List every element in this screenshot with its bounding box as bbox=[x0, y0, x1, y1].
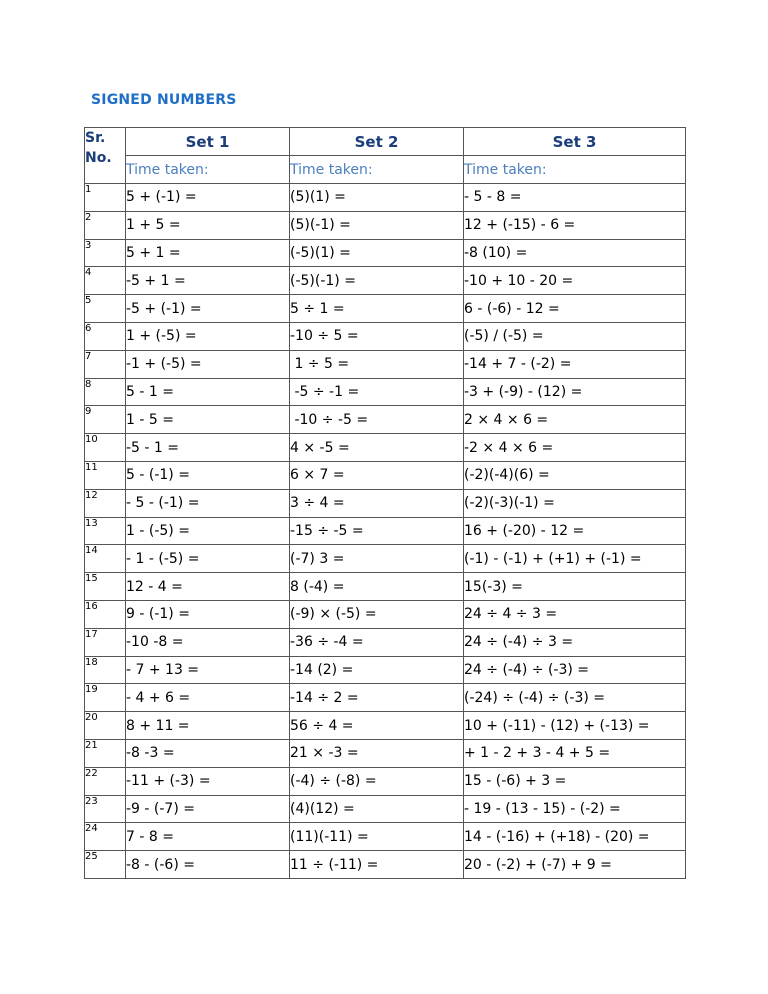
row-number: 2 bbox=[85, 211, 126, 239]
set-1-problem[interactable]: 5 - 1 = bbox=[126, 378, 290, 406]
set-2-problem[interactable]: 11 ÷ (-11) = bbox=[290, 851, 464, 879]
set-1-problem[interactable]: 9 - (-1) = bbox=[126, 600, 290, 628]
set-3-problem[interactable]: -3 + (-9) - (12) = bbox=[464, 378, 686, 406]
set-1-problem[interactable]: -5 - 1 = bbox=[126, 434, 290, 462]
set-1-problem[interactable]: 1 + 5 = bbox=[126, 211, 290, 239]
set-2-time-taken[interactable]: Time taken: bbox=[290, 156, 464, 184]
table-row bbox=[85, 628, 686, 656]
set-3-problem[interactable]: (-2)(-3)(-1) = bbox=[464, 489, 686, 517]
problems-table bbox=[84, 127, 686, 879]
row-number: 8 bbox=[85, 378, 126, 406]
set-1-problem[interactable]: 5 + 1 = bbox=[126, 239, 290, 267]
table-row bbox=[85, 600, 686, 628]
row-number: 5 bbox=[85, 295, 126, 323]
row-number: 19 bbox=[85, 684, 126, 712]
srno-label-line1: Sr. bbox=[85, 130, 106, 146]
set-2-problem[interactable]: 1 ÷ 5 = bbox=[290, 350, 464, 378]
set-3-problem[interactable]: 15 - (-6) + 3 = bbox=[464, 767, 686, 795]
table-row bbox=[85, 378, 686, 406]
table-row bbox=[85, 211, 686, 239]
set-3-problem[interactable]: -2 × 4 × 6 = bbox=[464, 434, 686, 462]
table-row bbox=[85, 795, 686, 823]
set-2-problem[interactable]: 8 (-4) = bbox=[290, 573, 464, 601]
table-row bbox=[85, 489, 686, 517]
set-1-problem[interactable]: - 4 + 6 = bbox=[126, 684, 290, 712]
table-row bbox=[85, 295, 686, 323]
set-2-problem[interactable]: 21 × -3 = bbox=[290, 739, 464, 767]
set-3-time-taken[interactable]: Time taken: bbox=[464, 156, 686, 184]
set-1-problem[interactable]: 1 - (-5) = bbox=[126, 517, 290, 545]
table-row bbox=[85, 406, 686, 434]
set-1-problem[interactable]: -1 + (-5) = bbox=[126, 350, 290, 378]
row-number: 7 bbox=[85, 350, 126, 378]
worksheet-title: SIGNED NUMBERS bbox=[91, 92, 237, 108]
set-2-problem[interactable]: (-7) 3 = bbox=[290, 545, 464, 573]
table-row bbox=[85, 712, 686, 740]
set-3-problem[interactable]: 12 + (-15) - 6 = bbox=[464, 211, 686, 239]
set-1-problem[interactable]: -8 -3 = bbox=[126, 739, 290, 767]
table-row bbox=[85, 461, 686, 489]
set-3-problem[interactable]: 24 ÷ 4 ÷ 3 = bbox=[464, 600, 686, 628]
set-1-problem[interactable]: 1 + (-5) = bbox=[126, 322, 290, 350]
set-3-problem[interactable]: 20 - (-2) + (-7) + 9 = bbox=[464, 851, 686, 879]
table-row bbox=[85, 239, 686, 267]
set-1-problem[interactable]: -8 - (-6) = bbox=[126, 851, 290, 879]
table-row bbox=[85, 767, 686, 795]
set-1-problem[interactable]: - 7 + 13 = bbox=[126, 656, 290, 684]
set-2-problem[interactable]: 6 × 7 = bbox=[290, 461, 464, 489]
set-1-problem[interactable]: -5 + 1 = bbox=[126, 267, 290, 295]
set-1-problem[interactable]: 7 - 8 = bbox=[126, 823, 290, 851]
set-2-problem[interactable]: -5 ÷ -1 = bbox=[290, 378, 464, 406]
set-3-problem[interactable]: + 1 - 2 + 3 - 4 + 5 = bbox=[464, 739, 686, 767]
set-1-problem[interactable]: -11 + (-3) = bbox=[126, 767, 290, 795]
set-1-problem[interactable]: 5 - (-1) = bbox=[126, 461, 290, 489]
set-2-problem[interactable]: (-5)(1) = bbox=[290, 239, 464, 267]
set-3-problem[interactable]: 10 + (-11) - (12) + (-13) = bbox=[464, 712, 686, 740]
table-row bbox=[85, 851, 686, 879]
table-row bbox=[85, 184, 686, 212]
row-number: 23 bbox=[85, 795, 126, 823]
set-1-problem[interactable]: -10 -8 = bbox=[126, 628, 290, 656]
set-1-header: Set 1 bbox=[126, 128, 290, 156]
row-number: 17 bbox=[85, 628, 126, 656]
set-1-problem[interactable]: 8 + 11 = bbox=[126, 712, 290, 740]
set-1-time-taken[interactable]: Time taken: bbox=[126, 156, 290, 184]
row-number: 14 bbox=[85, 545, 126, 573]
set-2-problem[interactable]: -14 ÷ 2 = bbox=[290, 684, 464, 712]
set-3-problem[interactable]: 24 ÷ (-4) ÷ (-3) = bbox=[464, 656, 686, 684]
table-row bbox=[85, 823, 686, 851]
set-3-problem[interactable]: 15(-3) = bbox=[464, 573, 686, 601]
row-number: 16 bbox=[85, 600, 126, 628]
table-row bbox=[85, 739, 686, 767]
set-3-problem[interactable]: (-24) ÷ (-4) ÷ (-3) = bbox=[464, 684, 686, 712]
set-2-problem[interactable]: (-9) × (-5) = bbox=[290, 600, 464, 628]
table-row bbox=[85, 573, 686, 601]
set-3-problem[interactable]: 16 + (-20) - 12 = bbox=[464, 517, 686, 545]
table-row bbox=[85, 517, 686, 545]
row-number: 1 bbox=[85, 184, 126, 212]
row-number: 21 bbox=[85, 739, 126, 767]
set-2-problem[interactable]: (4)(12) = bbox=[290, 795, 464, 823]
set-3-problem[interactable]: (-2)(-4)(6) = bbox=[464, 461, 686, 489]
set-2-problem[interactable]: 3 ÷ 4 = bbox=[290, 489, 464, 517]
set-1-problem[interactable]: -9 - (-7) = bbox=[126, 795, 290, 823]
row-number: 24 bbox=[85, 823, 126, 851]
set-2-problem[interactable]: (11)(-11) = bbox=[290, 823, 464, 851]
row-number: 4 bbox=[85, 267, 126, 295]
row-number: 3 bbox=[85, 239, 126, 267]
set-2-problem[interactable]: -10 ÷ -5 = bbox=[290, 406, 464, 434]
set-3-problem[interactable]: -14 + 7 - (-2) = bbox=[464, 350, 686, 378]
set-2-problem[interactable]: 4 × -5 = bbox=[290, 434, 464, 462]
row-number: 20 bbox=[85, 712, 126, 740]
set-3-problem[interactable]: 14 - (-16) + (+18) - (20) = bbox=[464, 823, 686, 851]
set-1-problem[interactable]: 5 + (-1) = bbox=[126, 184, 290, 212]
row-number: 11 bbox=[85, 461, 126, 489]
set-3-problem[interactable]: (-1) - (-1) + (+1) + (-1) = bbox=[464, 545, 686, 573]
set-2-problem[interactable]: -15 ÷ -5 = bbox=[290, 517, 464, 545]
row-number: 10 bbox=[85, 434, 126, 462]
set-1-problem[interactable]: 1 - 5 = bbox=[126, 406, 290, 434]
table-row bbox=[85, 656, 686, 684]
set-2-problem[interactable]: -10 ÷ 5 = bbox=[290, 322, 464, 350]
table-row bbox=[85, 434, 686, 462]
set-1-problem[interactable]: -5 + (-1) = bbox=[126, 295, 290, 323]
row-number: 13 bbox=[85, 517, 126, 545]
set-3-problem[interactable]: - 5 - 8 = bbox=[464, 184, 686, 212]
row-number: 18 bbox=[85, 656, 126, 684]
set-1-problem[interactable]: - 1 - (-5) = bbox=[126, 545, 290, 573]
set-2-problem[interactable]: (5)(-1) = bbox=[290, 211, 464, 239]
set-1-problem[interactable]: 12 - 4 = bbox=[126, 573, 290, 601]
set-2-header: Set 2 bbox=[290, 128, 464, 156]
row-number: 12 bbox=[85, 489, 126, 517]
table-row bbox=[85, 267, 686, 295]
table-row bbox=[85, 545, 686, 573]
set-3-problem[interactable]: (-5) / (-5) = bbox=[464, 322, 686, 350]
set-3-problem[interactable]: -10 + 10 - 20 = bbox=[464, 267, 686, 295]
set-1-problem[interactable]: - 5 - (-1) = bbox=[126, 489, 290, 517]
set-3-header: Set 3 bbox=[464, 128, 686, 156]
row-number: 6 bbox=[85, 322, 126, 350]
row-number: 25 bbox=[85, 851, 126, 879]
row-number: 22 bbox=[85, 767, 126, 795]
row-number: 15 bbox=[85, 573, 126, 601]
table-row bbox=[85, 350, 686, 378]
set-2-problem[interactable]: 56 ÷ 4 = bbox=[290, 712, 464, 740]
set-2-problem[interactable]: (5)(1) = bbox=[290, 184, 464, 212]
set-2-problem[interactable]: 5 ÷ 1 = bbox=[290, 295, 464, 323]
set-3-problem[interactable]: 2 × 4 × 6 = bbox=[464, 406, 686, 434]
row-number: 9 bbox=[85, 406, 126, 434]
set-2-problem[interactable]: -14 (2) = bbox=[290, 656, 464, 684]
set-2-problem[interactable]: -36 ÷ -4 = bbox=[290, 628, 464, 656]
table-row bbox=[85, 684, 686, 712]
set-3-problem[interactable]: -8 (10) = bbox=[464, 239, 686, 267]
srno-label-line2: No. bbox=[85, 150, 112, 166]
set-3-problem[interactable]: - 19 - (13 - 15) - (-2) = bbox=[464, 795, 686, 823]
serial-number-header bbox=[85, 128, 126, 184]
set-2-problem[interactable]: (-4) ÷ (-8) = bbox=[290, 767, 464, 795]
set-3-problem[interactable]: 24 ÷ (-4) ÷ 3 = bbox=[464, 628, 686, 656]
set-2-problem[interactable]: (-5)(-1) = bbox=[290, 267, 464, 295]
set-3-problem[interactable]: 6 - (-6) - 12 = bbox=[464, 295, 686, 323]
table-row bbox=[85, 322, 686, 350]
